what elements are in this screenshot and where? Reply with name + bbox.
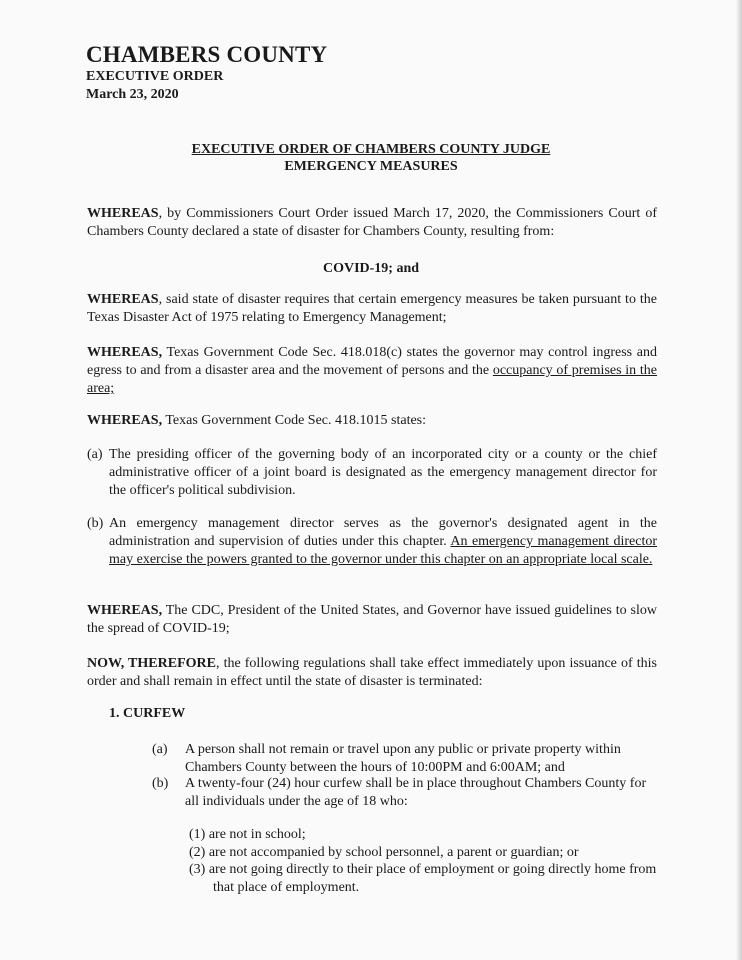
whereas-lead: WHEREAS, <box>87 413 163 428</box>
covid-line: COVID-19; and <box>322 261 420 276</box>
item-marker: (b) <box>87 516 104 531</box>
document-header <box>86 42 327 104</box>
whereas-paragraph-2 <box>87 291 657 327</box>
order-title: EXECUTIVE ORDER OF CHAMBERS COUNTY JUDGE <box>191 142 551 157</box>
statute-item-a <box>87 446 657 500</box>
whereas-text: , by Commissioners Court Order issued March 17, 2020, the Commissioners Court of Chambers County declared a state of disaster for Chambers County, resulting from: <box>87 206 657 239</box>
county-name: CHAMBERS COUNTY <box>86 42 328 67</box>
item-marker: (b) <box>152 776 169 791</box>
whereas-lead: WHEREAS <box>87 292 159 307</box>
item-marker: (a) <box>152 742 168 757</box>
subitem-text: (3) are not going directly to their place of employment or going directly home from that place of employment. <box>189 862 657 895</box>
underlined-text: An emergency management director may exercise the powers granted to the governor under this chapter on an appropriate local scale. <box>109 534 658 567</box>
subitem-text: (1) are not in school; <box>189 827 306 842</box>
item-marker: (a) <box>87 447 103 462</box>
curfew-item-a <box>152 741 657 777</box>
now-therefore-lead: NOW, THEREFORE <box>87 656 216 671</box>
curfew-subitem-3 <box>189 861 659 897</box>
whereas-lead: WHEREAS <box>87 206 159 221</box>
whereas-paragraph-1 <box>87 205 657 241</box>
item-text: The presiding officer of the governing body of an incorporated city or a county or the chief administrative officer of a joint board is designated as the emergency management director for the officer's political subdivision. <box>109 447 657 498</box>
order-subtitle: EMERGENCY MEASURES <box>284 159 458 174</box>
whereas-paragraph-5 <box>87 602 657 638</box>
whereas-lead: WHEREAS, <box>87 345 163 360</box>
underlined-text: occupancy of premises in the area; <box>87 363 657 396</box>
now-therefore-text: , the following regulations shall take effect immediately upon issuance of this order and shall remain in effect until the state of disaster is terminated: <box>87 656 657 689</box>
subitem-text: (2) are not accompanied by school personnel, a parent or guardian; or <box>189 845 579 860</box>
document-type: EXECUTIVE ORDER <box>86 69 224 84</box>
item-text: A twenty-four (24) hour curfew shall be in place throughout Chambers County for all individuals under the age of 18 who: <box>185 776 647 809</box>
whereas-text: , said state of disaster requires that certain emergency measures be taken pursuant to the Texas Disaster Act of 1975 relating to Emergency Management; <box>87 292 657 325</box>
whereas-paragraph-4 <box>87 412 657 430</box>
whereas-text: The CDC, President of the United States, and Governor have issued guidelines to slow the spread of COVID-19; <box>87 603 657 636</box>
now-therefore-paragraph <box>87 655 657 691</box>
item-text: A person shall not remain or travel upon any public or private property within Chambers County between the hours of 10:00PM and 6:00AM; and <box>185 742 621 775</box>
section-heading-curfew: 1. CURFEW <box>109 706 186 721</box>
curfew-subitem-1 <box>189 826 659 844</box>
statute-item-b <box>87 515 657 569</box>
whereas-text: Texas Government Code Sec. 418.018(c) states the governor may control ingress and egress to and from a disaster area and the movement of persons and the <box>87 345 657 378</box>
item-text: An emergency management director serves as the governor's designated agent in the administration and supervision of duties under this chapter. <box>109 516 657 549</box>
document-date: March 23, 2020 <box>86 87 179 102</box>
curfew-subitem-2 <box>189 844 659 862</box>
item-text-container <box>109 515 657 569</box>
whereas-lead: WHEREAS, <box>87 603 163 618</box>
whereas-text: Texas Government Code Sec. 418.1015 states: <box>162 413 427 428</box>
curfew-item-b <box>152 775 657 811</box>
whereas-paragraph-3 <box>87 344 657 398</box>
